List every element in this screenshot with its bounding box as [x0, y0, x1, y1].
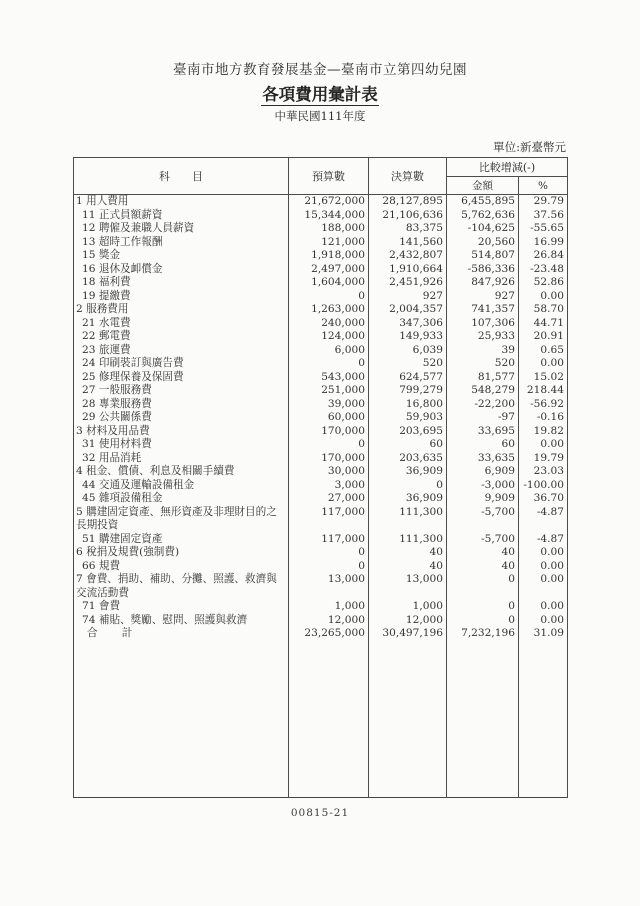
final-cell: 59,903: [369, 411, 447, 425]
empty-filler-row: [74, 641, 568, 798]
subject-cell: 7 會費、捐助、補助、分攤、照護、救濟與交流活動費: [74, 573, 289, 600]
percent-cell: 26.84: [519, 249, 568, 263]
percent-cell: -23.48: [519, 263, 568, 277]
final-cell: 2,004,357: [369, 303, 447, 317]
subject-cell: 24 印刷裝訂與廣告費: [74, 357, 289, 371]
subject-cell: 21 水電費: [74, 317, 289, 331]
budget-cell: 0: [289, 290, 369, 304]
amount-cell: 0: [447, 614, 519, 628]
final-cell: 6,039: [369, 344, 447, 358]
final-cell: 30,497,196: [369, 627, 447, 641]
percent-cell: 0.00: [519, 357, 568, 371]
table-row: [74, 330, 568, 344]
budget-cell: 13,000: [289, 573, 369, 600]
percent-cell: 0.00: [519, 573, 568, 600]
percent-cell: 218.44: [519, 384, 568, 398]
table-row: [74, 236, 568, 250]
expense-summary-table: [73, 157, 568, 798]
subject-cell: 5 購建固定資產、無形資產及非理財目的之長期投資: [74, 506, 289, 533]
table-row: [74, 492, 568, 506]
budget-cell: 27,000: [289, 492, 369, 506]
percent-cell: 20.91: [519, 330, 568, 344]
final-cell: 203,635: [369, 452, 447, 466]
final-cell: 16,800: [369, 398, 447, 412]
table-row: [74, 263, 568, 277]
amount-cell: 107,306: [447, 317, 519, 331]
subject-cell: 12 聘僱及兼職人員薪資: [74, 222, 289, 236]
amount-cell: 9,909: [447, 492, 519, 506]
percent-cell: 16.99: [519, 236, 568, 250]
budget-cell: 12,000: [289, 614, 369, 628]
percent-cell: 23.03: [519, 465, 568, 479]
amount-cell: -586,336: [447, 263, 519, 277]
final-cell: 799,279: [369, 384, 447, 398]
amount-cell: 847,926: [447, 276, 519, 290]
budget-cell: 1,263,000: [289, 303, 369, 317]
amount-cell: 0: [447, 600, 519, 614]
table-row: [74, 357, 568, 371]
table-row: [74, 546, 568, 560]
empty-cell: [289, 641, 369, 798]
budget-cell: 2,497,000: [289, 263, 369, 277]
subject-cell: 16 退休及卹償金: [74, 263, 289, 277]
table-row: [74, 506, 568, 533]
amount-cell: 33,695: [447, 425, 519, 439]
subject-cell: 29 公共關係費: [74, 411, 289, 425]
subject-cell: 15 獎金: [74, 249, 289, 263]
currency-unit: 單位:新臺幣元: [493, 140, 566, 154]
table-row: [74, 290, 568, 304]
table-row: [74, 344, 568, 358]
budget-cell: 240,000: [289, 317, 369, 331]
amount-cell: 40: [447, 546, 519, 560]
budget-cell: 121,000: [289, 236, 369, 250]
amount-cell: 25,933: [447, 330, 519, 344]
subject-cell: 合 計: [74, 627, 289, 641]
subject-cell: 31 使用材料費: [74, 438, 289, 452]
subject-cell: 3 材料及用品費: [74, 425, 289, 439]
budget-cell: 1,918,000: [289, 249, 369, 263]
table-row: [74, 276, 568, 290]
amount-cell: 33,635: [447, 452, 519, 466]
amount-cell: 6,909: [447, 465, 519, 479]
subject-cell: 22 郵電費: [74, 330, 289, 344]
final-cell: 624,577: [369, 371, 447, 385]
amount-cell: -5,700: [447, 533, 519, 547]
final-cell: 149,933: [369, 330, 447, 344]
table-row: [74, 438, 568, 452]
amount-cell: -5,700: [447, 506, 519, 533]
percent-cell: 36.70: [519, 492, 568, 506]
percent-cell: 44.71: [519, 317, 568, 331]
amount-cell: 741,357: [447, 303, 519, 317]
subject-cell: 4 租金、償債、利息及相關手續費: [74, 465, 289, 479]
amount-cell: 39: [447, 344, 519, 358]
table-row: [74, 411, 568, 425]
percent-cell: 0.00: [519, 614, 568, 628]
final-cell: 927: [369, 290, 447, 304]
percent-cell: 0.00: [519, 290, 568, 304]
amount-cell: 0: [447, 573, 519, 600]
empty-cell: [74, 641, 289, 798]
percent-cell: 37.56: [519, 209, 568, 223]
final-cell: 12,000: [369, 614, 447, 628]
amount-cell: 20,560: [447, 236, 519, 250]
percent-cell: -4.87: [519, 506, 568, 533]
percent-cell: -56.92: [519, 398, 568, 412]
form-number: 00815-21: [290, 806, 350, 819]
table-row: [74, 533, 568, 547]
table-row: [74, 303, 568, 317]
table-row: [74, 573, 568, 600]
percent-cell: -100.00: [519, 479, 568, 493]
percent-cell: 29.79: [519, 195, 568, 209]
amount-cell: -97: [447, 411, 519, 425]
percent-cell: 0.00: [519, 600, 568, 614]
final-cell: 2,432,807: [369, 249, 447, 263]
budget-cell: 543,000: [289, 371, 369, 385]
budget-cell: 188,000: [289, 222, 369, 236]
document-header: [73, 0, 567, 155]
final-cell: 111,300: [369, 533, 447, 547]
final-cell: 60: [369, 438, 447, 452]
table-row: [74, 222, 568, 236]
table-row: [74, 425, 568, 439]
amount-cell: 81,577: [447, 371, 519, 385]
subject-cell: 71 會費: [74, 600, 289, 614]
col-header-compare: 比較增減(-): [447, 158, 568, 177]
final-cell: 520: [369, 357, 447, 371]
final-cell: 1,910,664: [369, 263, 447, 277]
empty-cell: [519, 641, 568, 798]
empty-cell: [447, 641, 519, 798]
col-header-amount: 金額: [447, 177, 519, 195]
table-row: [74, 209, 568, 223]
amount-cell: 548,279: [447, 384, 519, 398]
budget-cell: 0: [289, 357, 369, 371]
final-cell: 141,560: [369, 236, 447, 250]
final-cell: 36,909: [369, 492, 447, 506]
table-row: [74, 614, 568, 628]
budget-cell: 0: [289, 560, 369, 574]
budget-cell: 124,000: [289, 330, 369, 344]
percent-cell: 58.70: [519, 303, 568, 317]
amount-cell: 520: [447, 357, 519, 371]
final-cell: 83,375: [369, 222, 447, 236]
budget-cell: 1,604,000: [289, 276, 369, 290]
budget-cell: 170,000: [289, 425, 369, 439]
final-cell: 13,000: [369, 573, 447, 600]
report-title-text: 各項費用彙計表: [262, 85, 378, 104]
final-cell: 2,451,926: [369, 276, 447, 290]
final-cell: 1,000: [369, 600, 447, 614]
col-header-final: 決算數: [369, 158, 447, 195]
amount-cell: -104,625: [447, 222, 519, 236]
subject-cell: 6 稅捐及規費(強制費): [74, 546, 289, 560]
subject-cell: 11 正式員額薪資: [74, 209, 289, 223]
col-header-budget: 預算數: [289, 158, 369, 195]
percent-cell: 15.02: [519, 371, 568, 385]
final-cell: 21,106,636: [369, 209, 447, 223]
fiscal-year: 中華民國111年度: [274, 109, 366, 123]
percent-cell: 31.09: [519, 627, 568, 641]
table-row: [74, 452, 568, 466]
budget-cell: 39,000: [289, 398, 369, 412]
subject-cell: 25 修理保養及保固費: [74, 371, 289, 385]
budget-cell: 0: [289, 546, 369, 560]
col-header-percent: %: [519, 177, 568, 195]
final-cell: 347,306: [369, 317, 447, 331]
final-cell: 40: [369, 546, 447, 560]
budget-cell: 170,000: [289, 452, 369, 466]
final-cell: 203,695: [369, 425, 447, 439]
table-row: [74, 371, 568, 385]
subject-cell: 45 雜項設備租金: [74, 492, 289, 506]
col-header-subject: 科 目: [74, 158, 289, 195]
amount-cell: 40: [447, 560, 519, 574]
subject-cell: 19 提繳費: [74, 290, 289, 304]
amount-cell: -22,200: [447, 398, 519, 412]
amount-cell: 6,455,895: [447, 195, 519, 209]
table-row: [74, 384, 568, 398]
page-title: 臺南市地方教育發展基金—臺南市立第四幼兒園: [173, 62, 467, 78]
subject-cell: 23 旅運費: [74, 344, 289, 358]
subject-cell: 18 福利費: [74, 276, 289, 290]
amount-cell: 5,762,636: [447, 209, 519, 223]
table-row: [74, 317, 568, 331]
table-row: [74, 560, 568, 574]
percent-cell: 0.65: [519, 344, 568, 358]
amount-cell: 927: [447, 290, 519, 304]
budget-cell: 3,000: [289, 479, 369, 493]
percent-cell: 0.00: [519, 560, 568, 574]
subject-cell: 51 購建固定資產: [74, 533, 289, 547]
table-row: [74, 398, 568, 412]
subject-cell: 27 一般服務費: [74, 384, 289, 398]
subject-cell: 74 補貼、獎勵、慰問、照護與救濟: [74, 614, 289, 628]
table-body: [74, 195, 568, 798]
final-cell: 40: [369, 560, 447, 574]
final-cell: 111,300: [369, 506, 447, 533]
table-row: [74, 465, 568, 479]
empty-cell: [369, 641, 447, 798]
final-cell: 28,127,895: [369, 195, 447, 209]
budget-cell: 251,000: [289, 384, 369, 398]
amount-cell: 514,807: [447, 249, 519, 263]
budget-cell: 30,000: [289, 465, 369, 479]
percent-cell: -55.65: [519, 222, 568, 236]
percent-cell: -4.87: [519, 533, 568, 547]
percent-cell: 0.00: [519, 546, 568, 560]
subject-cell: 13 超時工作報酬: [74, 236, 289, 250]
amount-cell: -3,000: [447, 479, 519, 493]
subject-cell: 2 服務費用: [74, 303, 289, 317]
percent-cell: -0.16: [519, 411, 568, 425]
amount-cell: 60: [447, 438, 519, 452]
table-row: [74, 600, 568, 614]
budget-cell: 60,000: [289, 411, 369, 425]
budget-cell: 0: [289, 438, 369, 452]
table-row: [74, 479, 568, 493]
report-title: [73, 81, 567, 105]
budget-cell: 1,000: [289, 600, 369, 614]
table-header-row-1: [74, 158, 568, 177]
subject-cell: 32 用品消耗: [74, 452, 289, 466]
subject-cell: 28 專業服務費: [74, 398, 289, 412]
subject-cell: 44 交通及運輸設備租金: [74, 479, 289, 493]
budget-cell: 117,000: [289, 533, 369, 547]
amount-cell: 7,232,196: [447, 627, 519, 641]
percent-cell: 19.82: [519, 425, 568, 439]
final-cell: 36,909: [369, 465, 447, 479]
budget-cell: 15,344,000: [289, 209, 369, 223]
percent-cell: 52.86: [519, 276, 568, 290]
final-cell: 0: [369, 479, 447, 493]
budget-cell: 6,000: [289, 344, 369, 358]
budget-cell: 21,672,000: [289, 195, 369, 209]
table-row: [74, 195, 568, 209]
budget-cell: 23,265,000: [289, 627, 369, 641]
subject-cell: 1 用人費用: [74, 195, 289, 209]
total-row: [74, 627, 568, 641]
percent-cell: 19.79: [519, 452, 568, 466]
budget-cell: 117,000: [289, 506, 369, 533]
subject-cell: 66 規費: [74, 560, 289, 574]
table-row: [74, 249, 568, 263]
percent-cell: 0.00: [519, 438, 568, 452]
